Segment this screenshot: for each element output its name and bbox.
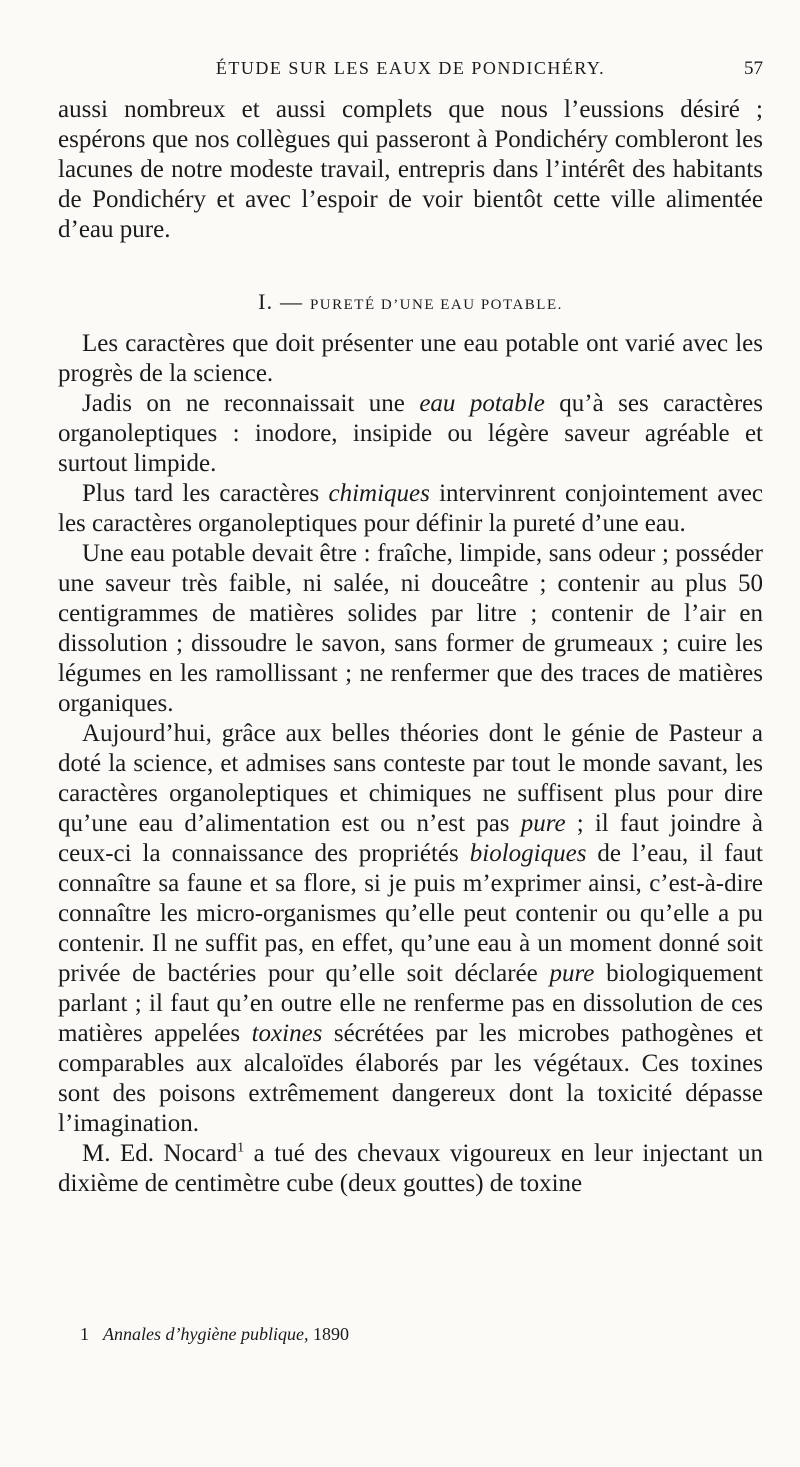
page-header xyxy=(58,58,763,88)
paragraph-1: aussi nombreux et aussi complets que nous l’eussions désiré ; espérons que nos collègues qui passeront à Pondichéry combleront les lacunes de notre modeste travail, entrepris dans l’intérêt des habitants de Pondichéry et avec l’espoir de voir bientôt cette ville alimentée d’eau pure. xyxy=(58,96,763,243)
paragraph-7-text-a: M. Ed. Nocard xyxy=(82,1140,238,1167)
paragraph-6-text-c: ; il faut joindre à ceux-ci la connaissance des propriétés xyxy=(58,810,763,867)
footnote-source: Annales d’hygiène publique, xyxy=(103,1324,309,1344)
running-title: ÉTUDE SUR LES EAUX DE PONDICHÉRY. xyxy=(215,58,606,78)
paragraph-3-text-c: qu’à ses caractères organoleptiques : inodore, insipide ou légère saveur agréable et surtout limpide. xyxy=(58,390,763,477)
paragraph-4 xyxy=(58,479,763,539)
paragraph-3 xyxy=(58,389,763,479)
paragraph-4-text-c: intervinrent conjointement avec les caractères organoleptiques pour définir la pureté d’une eau. xyxy=(58,480,763,537)
section-number: I. — xyxy=(258,289,304,314)
paragraph-6-text-a: Aujourd’hui, grâce aux belles théories dont le génie de Pasteur a doté la science, et admises sans conteste par tout le monde savant, les caractères organoleptiques et chimiques ne suffisent plus pour dire qu’une eau d’alimentation est ou n’est pas xyxy=(58,720,763,837)
footnote xyxy=(80,1322,763,1346)
footnote-year: 1890 xyxy=(312,1324,349,1344)
paragraph-3-emphasis: eau potable xyxy=(419,390,545,417)
paragraph-4-emphasis: chimiques xyxy=(328,480,430,507)
paragraph-6-emphasis-toxines: toxines xyxy=(251,1020,323,1047)
paragraph-7 xyxy=(58,1139,763,1199)
paragraph-2: Les caractères que doit présenter une eau potable ont varié avec les progrès de la science. xyxy=(58,330,763,387)
body-text xyxy=(58,95,763,1199)
footnote-number: 1 xyxy=(80,1324,89,1344)
section-title: PURETÉ D’UNE EAU POTABLE. xyxy=(309,297,563,313)
page-number: 57 xyxy=(744,58,763,79)
paragraph-3-text-a: Jadis on ne reconnaissait une xyxy=(82,390,420,417)
paragraph-6-emphasis-pure-2: pure xyxy=(549,960,595,987)
paragraph-6-text-i: sécrétées par les microbes pathogènes et comparables aux alcaloïdes élaborés par les végétaux. Ces toxines sont des poisons extrêmement dangereux dont la toxicité dépasse l’imagination. xyxy=(58,1020,763,1137)
paragraph-6-text-e: de l’eau, il faut connaître sa faune et sa flore, si je puis m’exprimer ainsi, c’est-à-dire connaître les micro-organismes qu’elle peut contenir ou qu’elle a pu contenir. Il ne suffit pas, en effet, qu’une eau à un moment donné soit privée de bactéries pour qu’elle soit déclarée xyxy=(58,840,763,987)
paragraph-6 xyxy=(58,719,763,1139)
paragraph-6-text-g: biologiquement parlant ; il faut qu’en outre elle ne renferme pas en dissolution de ces matières appelées xyxy=(58,960,764,1047)
paragraph-6-emphasis-pure: pure xyxy=(520,810,566,837)
footnote-reference[interactable]: 1 xyxy=(237,1140,245,1156)
paragraph-6-emphasis-biologiques: biologiques xyxy=(469,840,587,867)
section-heading xyxy=(58,287,763,320)
paragraph-4-text-a: Plus tard les caractères xyxy=(82,480,329,507)
paragraph-5: Une eau potable devait être : fraîche, limpide, sans odeur ; posséder une saveur très faible, ni salée, ni douceâtre ; contenir au plus 50 centigrammes de matières solides par litre ; contenir de l’air en dissolution ; dissoudre le savon, sans former de grumeaux ; cuire les légumes en les ramollissant ; ne renfermer que des traces de matières organiques. xyxy=(58,540,763,717)
paragraph-7-text-b: a tué des chevaux vigoureux en leur injectant un dixième de centimètre cube (deux gouttes) de toxine xyxy=(58,1140,763,1197)
